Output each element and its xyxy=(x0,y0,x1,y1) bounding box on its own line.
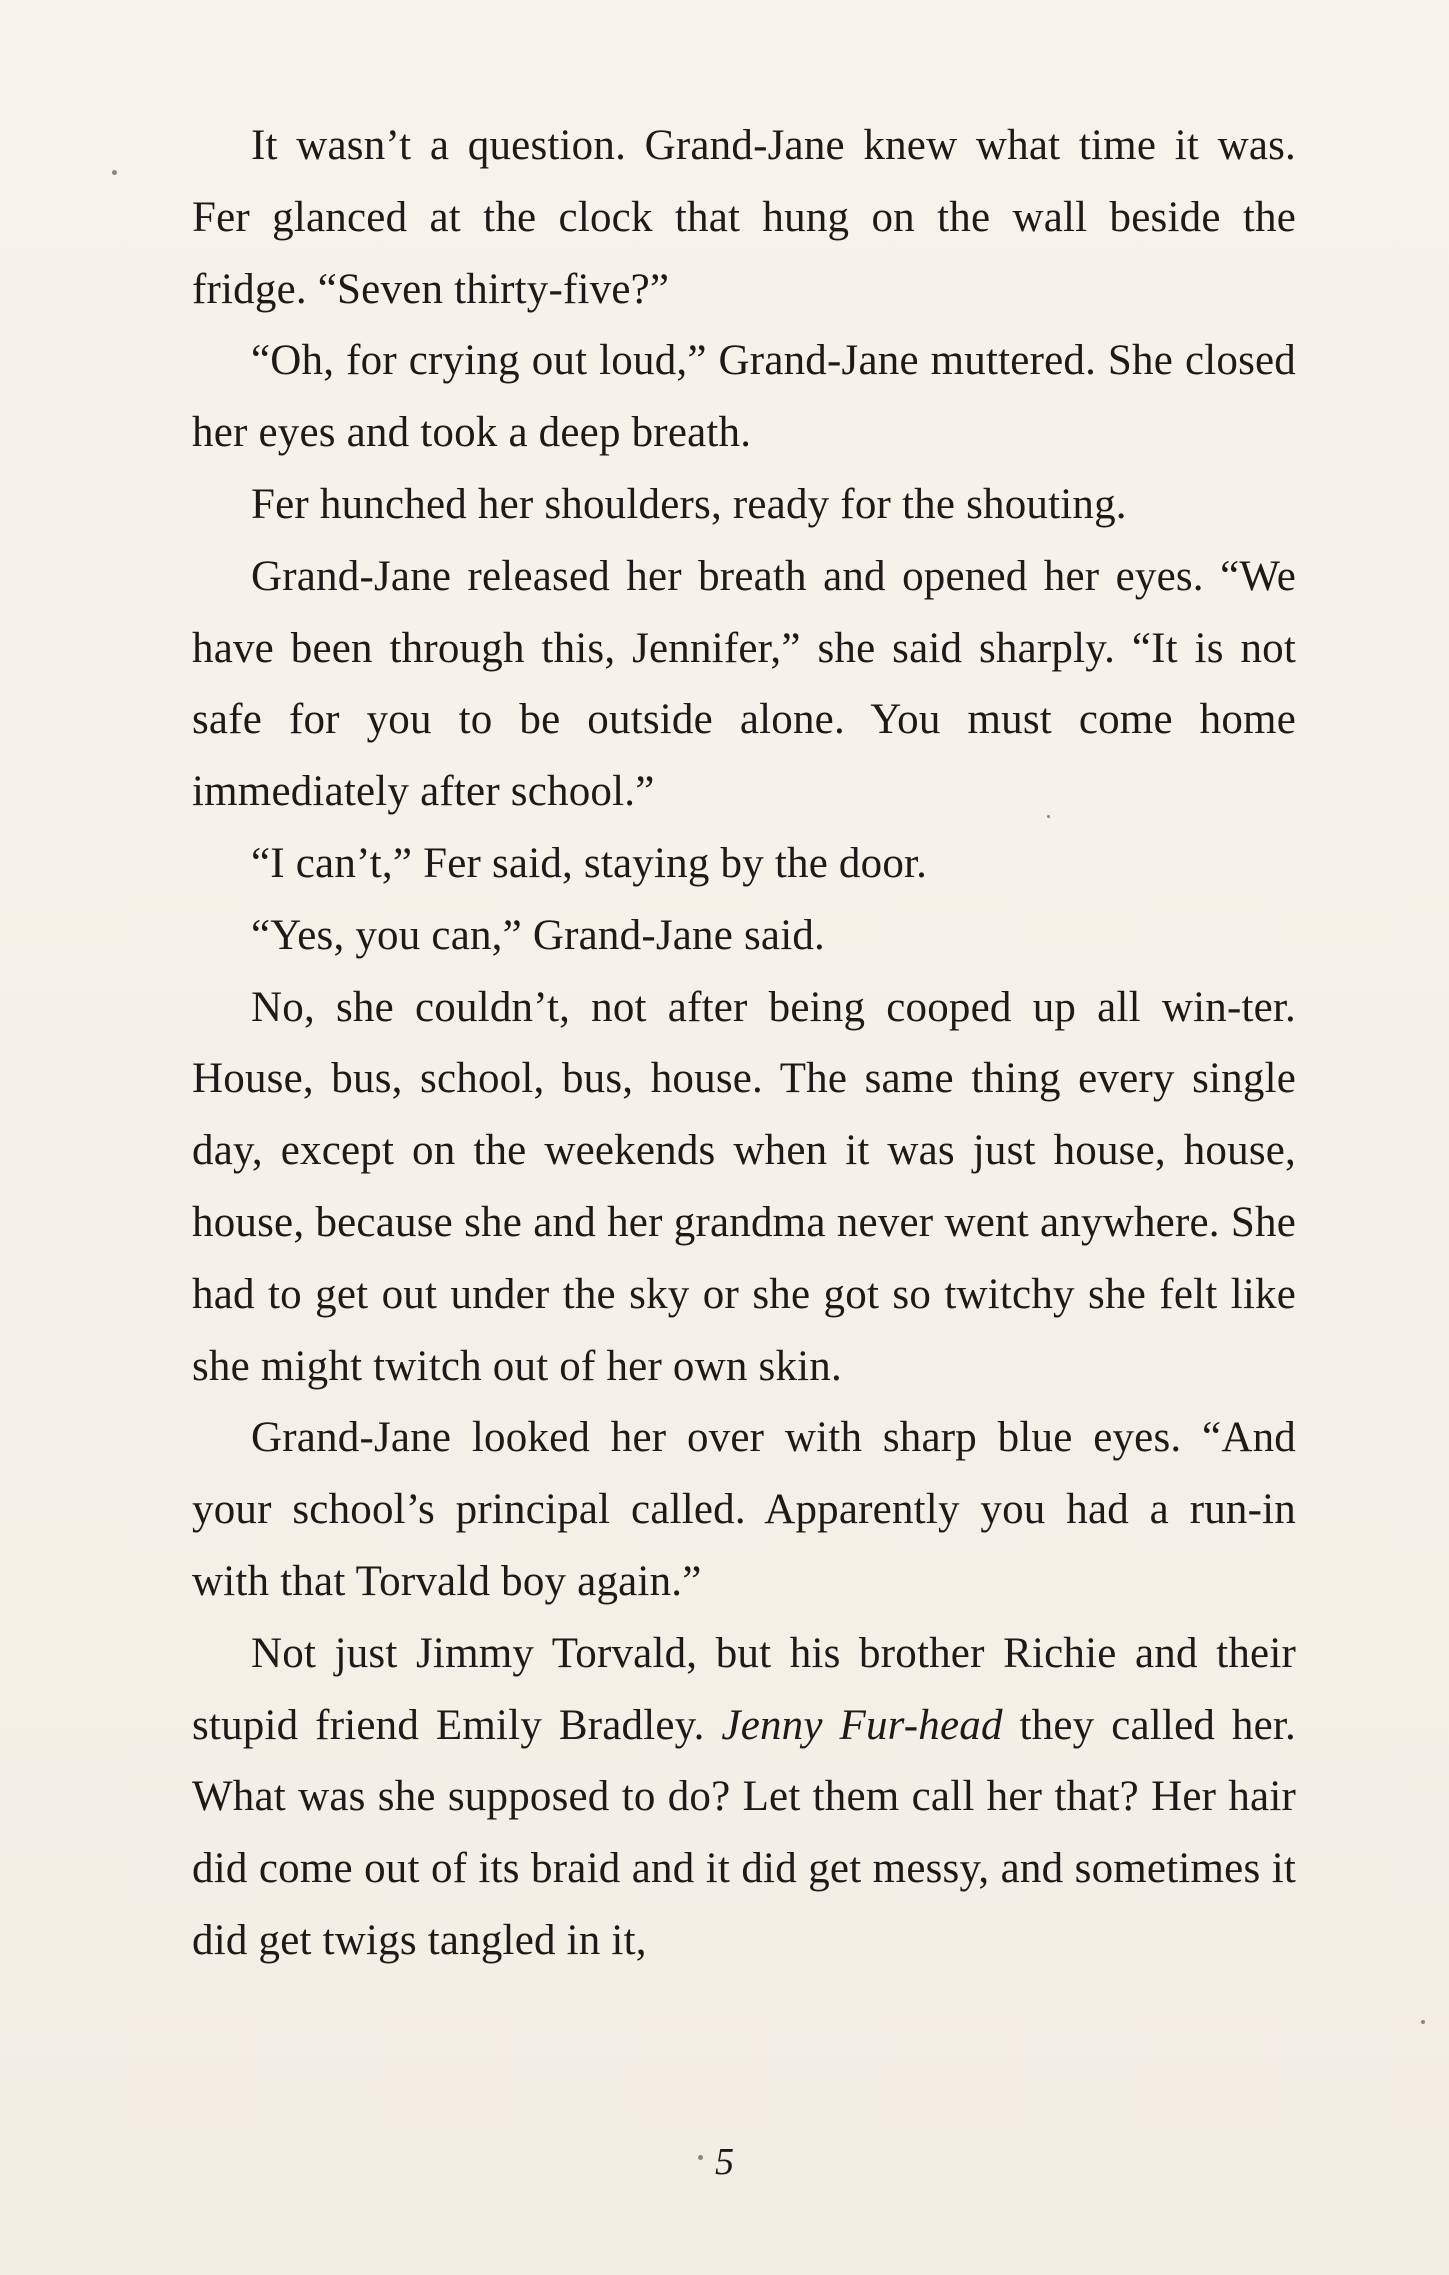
paragraph-p8 xyxy=(192,1402,1296,1617)
text-run: Not just Jimmy Torvald, but his brother Richie and their stupid friend Emily Bradley. xyxy=(192,1629,1296,1749)
italic-text: Jenny Fur-head xyxy=(721,1701,1003,1749)
paragraph-p4 xyxy=(192,541,1296,828)
text-run: It wasn’t a question. Grand-Jane knew what time it was. Fer glanced at the clock that hung on the wall beside the fridge. “Seven thirty-five?” xyxy=(192,122,1296,313)
paper-speck xyxy=(1047,815,1050,818)
text-run: Fer hunched her shoulders, ready for the shouting. xyxy=(251,480,1127,528)
paragraph-p9 xyxy=(192,1618,1296,1977)
text-run: they called her. What was she supposed to do? Let them call her that? Her hair did come out of its braid and it did get messy, and sometimes it did get twigs tangled in it, xyxy=(192,1701,1296,1964)
text-run: Grand-Jane released her breath and opened her eyes. “We have been through this, Jennifer,” she said sharply. “It is not safe for you to be outside alone. You must come home immediately after school.” xyxy=(192,552,1296,816)
paper-speck xyxy=(698,2155,703,2160)
text-run: Grand-Jane looked her over with sharp blue eyes. “And your school’s principal called. Apparently you had a run-in with that Torvald boy again.” xyxy=(192,1414,1296,1605)
paragraph-p2 xyxy=(192,325,1296,469)
paragraph-p7 xyxy=(192,972,1296,1403)
text-run: “Yes, you can,” Grand-Jane said. xyxy=(251,911,826,959)
text-run: No, she couldn’t, not after being cooped up all win-ter. House, bus, school, bus, house. The same thing every single day, except on the weekends when it was just house, house, house, because she and her grandma never went anywhere. She had to get out under the sky or she got so twitchy she felt like she might twitch out of her own skin. xyxy=(192,983,1296,1390)
paragraph-p6 xyxy=(192,900,1296,972)
paragraph-p1 xyxy=(192,110,1296,325)
page-body-text xyxy=(192,110,1296,1977)
text-run: “I can’t,” Fer said, staying by the door. xyxy=(251,839,928,887)
page-number: 5 xyxy=(715,2141,734,2183)
text-run: “Oh, for crying out loud,” Grand-Jane muttered. She closed her eyes and took a deep breath. xyxy=(192,337,1296,457)
paragraph-p5 xyxy=(192,828,1296,900)
paper-speck xyxy=(1421,2020,1425,2024)
paragraph-p3 xyxy=(192,469,1296,541)
paper-speck xyxy=(112,170,117,175)
